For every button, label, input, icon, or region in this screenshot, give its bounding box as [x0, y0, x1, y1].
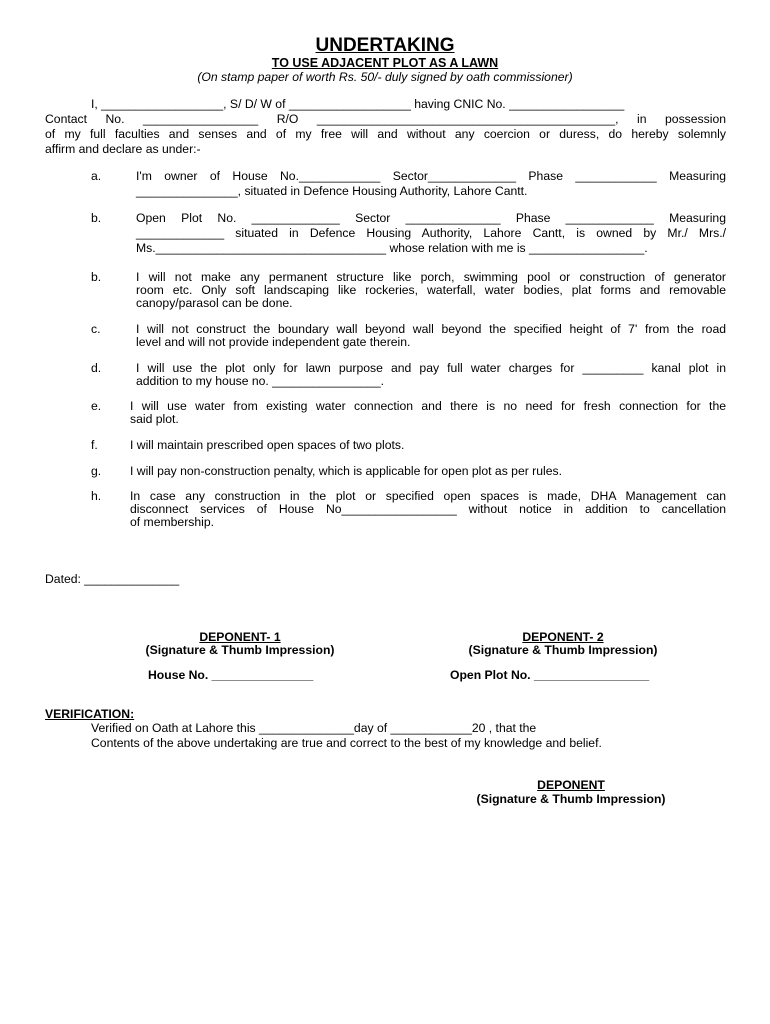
item-h-line-3: of membership.	[130, 515, 214, 529]
verification-heading: VERIFICATION:	[45, 707, 135, 721]
stamp-paper-note: (On stamp paper of worth Rs. 50/- duly signed by oath commissioner)	[197, 70, 573, 84]
item-label: f.	[91, 438, 98, 452]
item-e-line-2: said plot.	[130, 412, 179, 426]
intro-line-3: of my full faculties and senses and of my free will and without any coercion or duress, do hereby solemnly	[45, 127, 726, 141]
item-d-line-2: addition to my house no. ________________.	[136, 374, 385, 388]
item-b2-line-1: I will not make any permanent structure like porch, swimming pool or construction of generator	[136, 270, 726, 284]
house-no-field: House No. _______________	[148, 668, 314, 682]
item-label: h.	[91, 489, 102, 503]
item-b2-line-3: canopy/parasol can be done.	[136, 296, 293, 310]
item-h-line-2: disconnect services of House No_________________ without notice in addition to cancellation	[130, 502, 726, 516]
item-b1-line-3: Ms.__________________________________ whose relation with me is _________________.	[136, 241, 648, 255]
item-g-line-1: I will pay non-construction penalty, which is applicable for open plot as per rules.	[130, 464, 562, 478]
intro-line-1: I, __________________, S/ D/ W of __________________ having CNIC No. _________________	[91, 97, 625, 111]
verification-line-1: Verified on Oath at Lahore this ______________day of ____________20 , that the	[91, 721, 537, 735]
item-e-line-1: I will use water from existing water connection and there is no need for fresh connection for the	[130, 399, 726, 413]
document-subtitle: TO USE ADJACENT PLOT AS A LAWN	[271, 56, 499, 70]
intro-line-2: Contact No. _________________ R/O ____________________________________________, in possession	[45, 112, 726, 126]
item-label: b.	[91, 211, 102, 225]
deponent-1-title: DEPONENT- 1	[199, 630, 281, 644]
deponent-2-signature-label: (Signature & Thumb Impression)	[468, 643, 658, 657]
deponent-final-title: DEPONENT	[537, 778, 605, 792]
open-plot-no-field: Open Plot No. _________________	[450, 668, 650, 682]
item-c-line-1: I will not construct the boundary wall beyond wall beyond the specified height of 7' from the road	[136, 322, 726, 336]
dated-field: Dated: ______________	[45, 572, 180, 586]
verification-line-2: Contents of the above undertaking are true and correct to the best of my knowledge and belief.	[91, 736, 602, 750]
intro-line-4: affirm and declare as under:-	[45, 142, 201, 156]
item-a-line-1: I'm owner of House No.____________ Sector_____________ Phase ____________ Measuring	[136, 169, 726, 183]
deponent-1-signature-label: (Signature & Thumb Impression)	[145, 643, 335, 657]
item-label: a.	[91, 169, 102, 183]
deponent-2-title: DEPONENT- 2	[522, 630, 604, 644]
item-label: g.	[91, 464, 102, 478]
item-label: d.	[91, 361, 102, 375]
item-d-line-1: I will use the plot only for lawn purpose and pay full water charges for _________ kanal plot in	[136, 361, 726, 375]
document-title: UNDERTAKING	[315, 35, 455, 56]
item-b1-line-2: _____________ situated in Defence Housing Authority, Lahore Cantt, is owned by Mr./ Mrs./	[136, 226, 726, 240]
item-a-line-2: _______________, situated in Defence Housing Authority, Lahore Cantt.	[136, 184, 528, 198]
item-b2-line-2: room etc. Only soft landscaping like rockeries, waterfall, water bodies, plat forms and removable	[136, 283, 726, 297]
item-label: c.	[91, 322, 101, 336]
item-h-line-1: In case any construction in the plot or specified open spaces is made, DHA Management can	[130, 489, 726, 503]
item-f-line-1: I will maintain prescribed open spaces of two plots.	[130, 438, 405, 452]
deponent-final-signature-label: (Signature & Thumb Impression)	[476, 792, 666, 806]
item-b1-line-1: Open Plot No. _____________ Sector ______________ Phase _____________ Measuring	[136, 211, 726, 225]
item-label: b.	[91, 270, 102, 284]
item-c-line-2: level and will not provide independent gate therein.	[136, 335, 411, 349]
item-label: e.	[91, 399, 102, 413]
